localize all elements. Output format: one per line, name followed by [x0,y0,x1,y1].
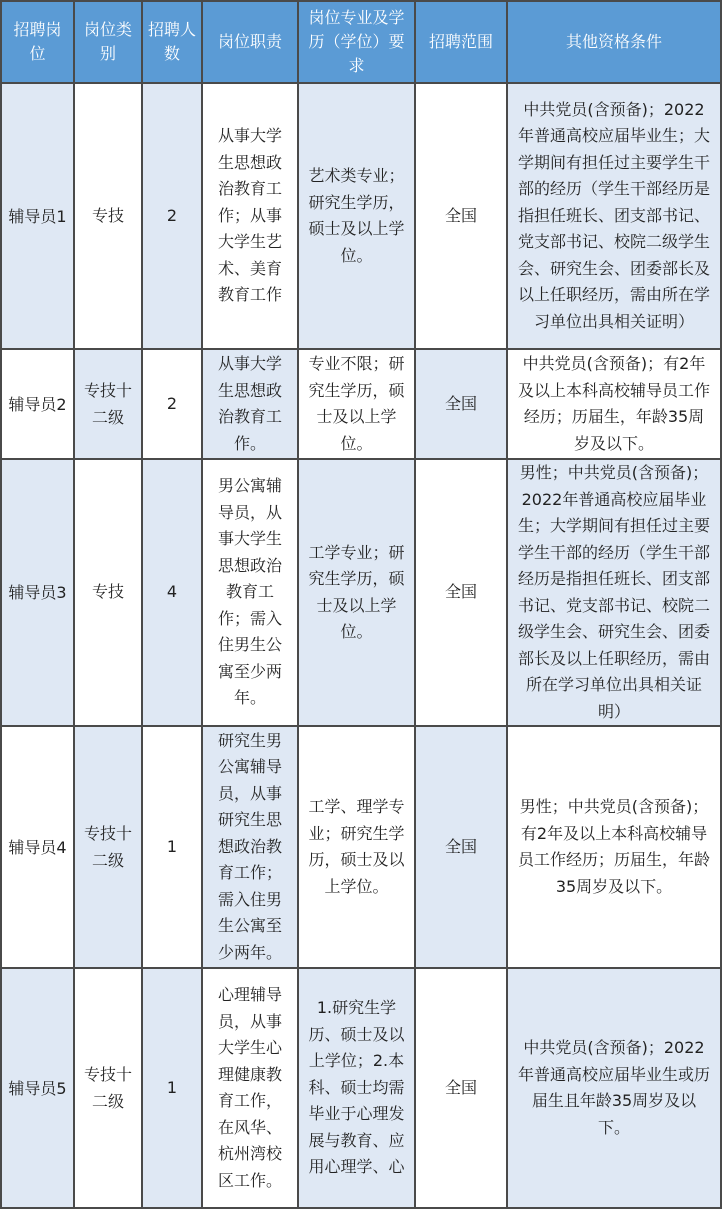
cell-category: 专技十二级 [74,726,142,968]
cell-major: 工学、理学专业；研究生学历，硕士及以上学位。 [298,726,415,968]
cell-major: 专业不限；研究生学历，硕士及以上学位。 [298,349,415,459]
cell-category: 专技 [74,459,142,726]
cell-scope: 全国 [415,83,507,349]
header-count: 招聘人数 [142,1,202,83]
cell-major: 工学专业；研究生学历，硕士及以上学位。 [298,459,415,726]
cell-duty: 研究生男公寓辅导员，从事研究生思想政治教育工作；需入住男生公寓至少两年。 [202,726,298,968]
cell-scope: 全国 [415,726,507,968]
table-row [1,726,721,968]
cell-duty: 从事大学生思想政治教育工作；从事大学生艺术、美育教育工作 [202,83,298,349]
cell-count: 4 [142,459,202,726]
cell-count: 1 [142,968,202,1208]
header-scope: 招聘范围 [415,1,507,83]
cell-post: 辅导员5 [1,968,74,1208]
header-duty: 岗位职责 [202,1,298,83]
cell-other: 男性；中共党员(含预备)；2022年普通高校应届毕业生；大学期间有担任过主要学生干部的经历（学生干部经历是指担任班长、团支部书记、党支部书记、校院二级学生会、研究生会、团委部长及以上任职经历，需由所在学习单位出具相关证明） [507,459,721,726]
cell-count: 1 [142,726,202,968]
cell-category: 专技十二级 [74,968,142,1208]
cell-duty: 从事大学生思想政治教育工作。 [202,349,298,459]
cell-count: 2 [142,349,202,459]
table-row [1,83,721,349]
cell-category: 专技十二级 [74,349,142,459]
table-row [1,459,721,726]
cell-post: 辅导员4 [1,726,74,968]
cell-other: 中共党员(含预备)；2022年普通高校应届毕业生或历届生且年龄35周岁及以下。 [507,968,721,1208]
cell-scope: 全国 [415,968,507,1208]
cell-major: 艺术类专业；研究生学历，硕士及以上学位。 [298,83,415,349]
cell-scope: 全国 [415,349,507,459]
cell-count: 2 [142,83,202,349]
cell-other: 中共党员(含预备)；有2年及以上本科高校辅导员工作经历；历届生，年龄35周岁及以下。 [507,349,721,459]
cell-post: 辅导员2 [1,349,74,459]
cell-other: 男性；中共党员(含预备)；有2年及以上本科高校辅导员工作经历；历届生，年龄35周岁及以下。 [507,726,721,968]
cell-post: 辅导员3 [1,459,74,726]
header-major: 岗位专业及学历（学位）要求 [298,1,415,83]
cell-duty: 心理辅导员，从事大学生心理健康教育工作，在风华、杭州湾校区工作。 [202,968,298,1208]
header-category: 岗位类别 [74,1,142,83]
cell-category: 专技 [74,83,142,349]
table-header-row [1,1,721,83]
header-other: 其他资格条件 [507,1,721,83]
cell-scope: 全国 [415,459,507,726]
cell-post: 辅导员1 [1,83,74,349]
header-post: 招聘岗位 [1,1,74,83]
table-row [1,349,721,459]
cell-duty: 男公寓辅导员，从事大学生思想政治教育工作；需入住男生公寓至少两年。 [202,459,298,726]
cell-major: 1.研究生学历、硕士及以上学位；2.本科、硕士均需毕业于心理发展与教育、应用心理学、心 [298,968,415,1208]
table-row [1,968,721,1208]
cell-other: 中共党员(含预备)；2022年普通高校应届毕业生；大学期间有担任过主要学生干部的经历（学生干部经历是指担任班长、团支部书记、党支部书记、校院二级学生会、研究生会、团委部长及以上任职经历，需由所在学习单位出具相关证明） [507,83,721,349]
